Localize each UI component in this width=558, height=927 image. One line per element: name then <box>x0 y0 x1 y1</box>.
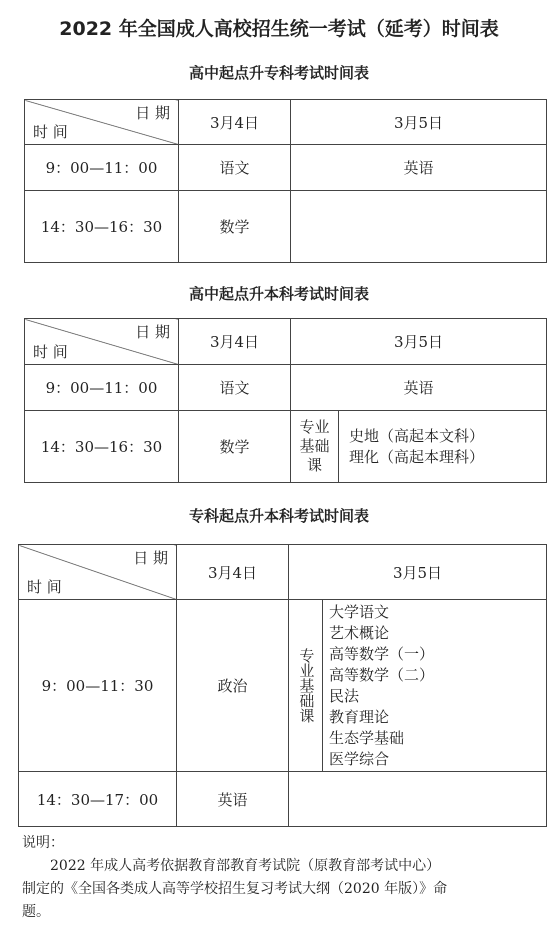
category-label: 专业 基础 课 <box>299 418 330 474</box>
subject-item: 医学综合 <box>329 749 390 768</box>
subject-cell: 英语 <box>291 145 547 191</box>
time-label: 时 间 <box>27 578 62 596</box>
day2-header: 3月5日 <box>291 319 547 365</box>
table2 <box>24 318 547 483</box>
subject-item: 理化（高起本理科） <box>349 447 485 466</box>
day2-header: 3月5日 <box>291 100 547 145</box>
day1-header: 3月4日 <box>179 319 291 365</box>
table1 <box>24 99 547 263</box>
subject-item: 生态学基础 <box>329 728 405 747</box>
day1-header: 3月4日 <box>177 545 289 600</box>
subject-cell: 语文 <box>179 365 291 411</box>
day2-header: 3月5日 <box>289 545 547 600</box>
notes <box>22 832 542 924</box>
category-cell <box>289 600 323 772</box>
header-diagonal-cell <box>25 100 179 145</box>
subject-cell: 数学 <box>179 191 291 263</box>
subject-cell <box>291 191 547 263</box>
subject-item: 大学语文 <box>329 602 390 621</box>
subject-item: 教育理论 <box>329 707 390 726</box>
date-label: 日 期 <box>135 323 170 341</box>
time-cell: 14：30—16：30 <box>25 191 179 263</box>
table3 <box>18 544 547 827</box>
time-cell: 9：00—11：00 <box>25 365 179 411</box>
subject-item: 民法 <box>329 686 360 705</box>
header-diagonal-cell <box>25 319 179 365</box>
day1-header: 3月4日 <box>179 100 291 145</box>
subject-cell: 英语 <box>291 365 547 411</box>
time-label: 时 间 <box>33 343 68 361</box>
subject-item: 艺术概论 <box>329 623 390 642</box>
subject-list-cell <box>323 600 547 772</box>
header-diagonal-cell <box>19 545 177 600</box>
time-cell: 14：30—16：30 <box>25 411 179 483</box>
subject-item: 高等数学（二） <box>329 665 435 684</box>
notes-line: 制定的《全国各类成人高等学校招生复习考试大纲（2020 年版）》命 <box>22 881 448 897</box>
notes-line: 题。 <box>22 904 50 920</box>
category-label: 专业基础课 <box>297 648 316 723</box>
time-label: 时 间 <box>33 123 68 141</box>
notes-label: 说明： <box>22 835 64 851</box>
subject-list-cell <box>339 411 547 483</box>
table3-title: 专科起点升本科考试时间表 <box>188 507 369 525</box>
subject-cell: 政治 <box>177 600 289 772</box>
time-cell: 14：30—17：00 <box>19 772 177 827</box>
notes-line: 2022 年成人高考依据教育部教育考试院（原教育部考试中心） <box>50 858 441 874</box>
subject-item: 史地（高起本文科） <box>349 427 485 446</box>
table2-title: 高中起点升本科考试时间表 <box>188 285 369 303</box>
page-title: 2022 年全国成人高校招生统一考试（延考）时间表 <box>59 18 499 40</box>
subject-cell <box>289 772 547 827</box>
subject-item: 高等数学（一） <box>329 644 435 663</box>
category-cell <box>291 411 339 483</box>
date-label: 日 期 <box>133 549 168 567</box>
subject-cell: 英语 <box>177 772 289 827</box>
date-label: 日 期 <box>135 104 170 122</box>
subject-cell: 数学 <box>179 411 291 483</box>
subject-cell: 语文 <box>179 145 291 191</box>
table1-title: 高中起点升专科考试时间表 <box>188 64 369 82</box>
time-cell: 9：00—11：00 <box>25 145 179 191</box>
time-cell: 9：00—11：30 <box>19 600 177 772</box>
